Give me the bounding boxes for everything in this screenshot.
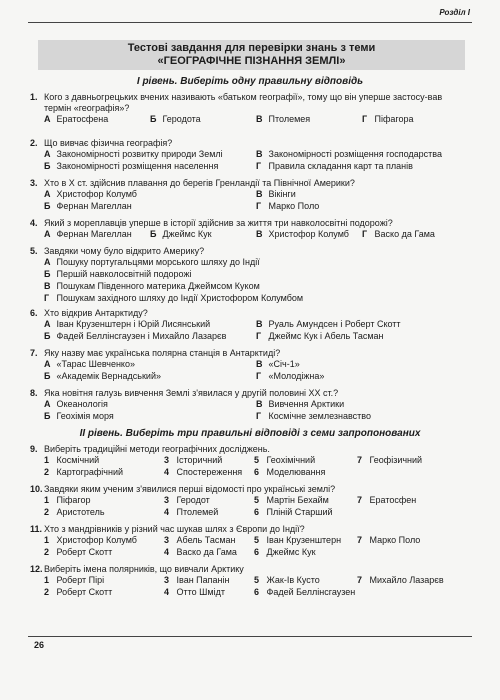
question-text: Кого з давньогрецьких вчених називають «батьком географії», тому що він уперше застосу-вав термін «географія»?	[44, 92, 443, 114]
question-9	[30, 444, 470, 479]
question-text: Що вивчає фізична географія?	[44, 138, 173, 148]
option-4: 4 Васко да Гама	[164, 547, 237, 558]
title-banner	[38, 40, 465, 70]
answer-options	[44, 587, 470, 599]
option-c: В Вивчення Арктики	[256, 399, 345, 410]
option-d: Г Піфагора	[362, 114, 414, 125]
question-number: 5.	[30, 246, 38, 256]
question-number: 12.	[30, 564, 43, 574]
answer-options	[44, 201, 470, 213]
question-3	[30, 178, 470, 213]
option-1: 1 Роберт Пірі	[44, 575, 105, 586]
option-3: 3 Абель Тасман	[164, 535, 236, 546]
question-text: Виберіть традиційні методи географічних досліджень.	[44, 444, 270, 454]
option-a: А Ератосфена	[44, 114, 109, 125]
option-2: 2 Аристотель	[44, 507, 105, 518]
option-b: Б Геродота	[150, 114, 201, 125]
answer-options	[44, 371, 470, 383]
title-line-1: Тестові завдання для перевірки знань з теми	[127, 42, 376, 54]
option-c: В «Січ-1»	[256, 359, 300, 370]
option-a: А Іван Крузенштерн і Юрій Лисянський	[44, 319, 211, 330]
option-5: 5 Жак-Ів Кусто	[254, 575, 320, 586]
question-text: Хто в X ст. здійснив плавання до берегів Гренландії та Північної Америки?	[44, 178, 355, 188]
title-line-2: «ГЕОГРАФІЧНЕ ПІЗНАННЯ ЗЕМЛІ»	[157, 55, 346, 67]
question-text: Хто відкрив Антарктиду?	[44, 308, 148, 318]
answer-options	[44, 149, 470, 161]
bottom-divider	[28, 636, 472, 637]
option-2: 2 Роберт Скотт	[44, 547, 113, 558]
answer-options	[44, 575, 470, 587]
option-1: 1 Христофор Колумб	[44, 535, 137, 546]
option-3: 3 Геродот	[164, 495, 210, 506]
question-text: Яку назву має українська полярна станція в Антарктиді?	[44, 348, 281, 358]
option-c: В Пошукам Південного материка Джеймсом Куком	[44, 281, 260, 292]
option-d: Г Космічне землезнавство	[256, 411, 371, 422]
option-5: 5 Мартін Бехайм	[254, 495, 329, 506]
answer-options	[44, 495, 470, 507]
option-a: А Фернан Магеллан	[44, 229, 132, 240]
option-6: 6 Моделювання	[254, 467, 326, 478]
option-d: Г Марко Поло	[256, 201, 320, 212]
question-6	[30, 308, 470, 343]
option-d: Г Пошукам західного шляху до Індії Христофором Колумбом	[44, 293, 304, 304]
answer-options	[44, 229, 470, 241]
option-b: Б «Академік Вернадський»	[44, 371, 161, 382]
option-5: 5 Геохімічний	[254, 455, 316, 466]
question-text: Який з мореплавців уперше в історії здійснив за життя три навколосвітні подорожі?	[44, 218, 393, 228]
option-b: Б Фадей Беллінсгаузен і Михайло Лазарєв	[44, 331, 227, 342]
option-4: 4 Отто Шмідт	[164, 587, 225, 598]
answer-options	[44, 467, 470, 479]
option-1: 1 Космічний	[44, 455, 100, 466]
option-a: А Пошуку португальцями морського шляху до Індії	[44, 257, 260, 268]
top-divider	[28, 22, 472, 23]
answer-options	[44, 455, 470, 467]
option-c: В Христофор Колумб	[256, 229, 349, 240]
question-11	[30, 524, 470, 559]
question-number: 9.	[30, 444, 38, 454]
question-number: 11.	[30, 524, 43, 534]
question-1	[30, 92, 470, 126]
option-2: 2 Роберт Скотт	[44, 587, 113, 598]
option-a: А Христофор Колумб	[44, 189, 137, 200]
option-a: А Океанологія	[44, 399, 108, 410]
option-1: 1 Піфагор	[44, 495, 91, 506]
option-6: 6 Фадей Беллінсгаузен	[254, 587, 356, 598]
option-7: 7 Геофізичний	[357, 455, 423, 466]
answer-options	[44, 331, 470, 343]
option-4: 4 Птолемей	[164, 507, 219, 518]
answer-options	[44, 507, 470, 519]
option-d: Г Правила складання карт та планів	[256, 161, 413, 172]
level-2-heading: ІІ рівень. Виберіть три правильні відповіді з семи запропонованих	[79, 428, 421, 439]
answer-options	[44, 257, 470, 269]
question-text: Хто з мандрівників у різний час шукав шлях з Європи до Індії?	[44, 524, 305, 534]
option-5: 5 Іван Крузенштерн	[254, 535, 342, 546]
question-number: 6.	[30, 308, 38, 318]
option-c: В Вікінги	[256, 189, 296, 200]
answer-options	[44, 359, 470, 371]
question-number: 3.	[30, 178, 38, 188]
option-6: 6 Джеймс Кук	[254, 547, 316, 558]
option-7: 7 Марко Поло	[357, 535, 421, 546]
question-7	[30, 348, 470, 383]
question-text: Завдяки чому було відкрито Америку?	[44, 246, 205, 256]
question-8	[30, 388, 470, 423]
question-number: 1.	[30, 92, 38, 102]
answer-options	[44, 319, 470, 331]
option-3: 3 Історичний	[164, 455, 223, 466]
option-b: Б Геохімія моря	[44, 411, 114, 422]
question-number: 8.	[30, 388, 38, 398]
option-b: Б Закономірності розміщення населення	[44, 161, 219, 172]
question-number: 4.	[30, 218, 38, 228]
question-number: 7.	[30, 348, 38, 358]
question-5	[30, 246, 470, 305]
option-d: Г Васко да Гама	[362, 229, 435, 240]
level-1-heading: І рівень. Виберіть одну правильну відповідь	[136, 76, 364, 87]
option-2: 2 Картографічний	[44, 467, 124, 478]
answer-options	[44, 399, 470, 411]
question-text: Завдяки яким ученим з'явилися перші відомості про українські землі?	[44, 484, 336, 494]
answer-options	[44, 535, 470, 547]
option-7: 7 Ератосфен	[357, 495, 417, 506]
answer-options	[44, 269, 470, 281]
option-a: А «Тарас Шевченко»	[44, 359, 135, 370]
option-b: Б Джеймс Кук	[150, 229, 212, 240]
answer-options	[44, 547, 470, 559]
option-b: Б Фернан Магеллан	[44, 201, 132, 212]
answer-options	[44, 411, 470, 423]
option-3: 3 Іван Папанін	[164, 575, 230, 586]
option-7: 7 Михайло Лазарєв	[357, 575, 444, 586]
option-c: В Руаль Амундсен і Роберт Скотт	[256, 319, 401, 330]
option-b: Б Першій навколосвітній подорожі	[44, 269, 192, 280]
answer-options	[44, 161, 470, 173]
option-d: Г «Молодіжна»	[256, 371, 325, 382]
option-6: 6 Пліній Старший	[254, 507, 333, 518]
answer-options	[44, 189, 470, 201]
question-number: 10.	[30, 484, 43, 494]
question-text: Яка новітня галузь вивчення Землі з'явилася у другій половині XX ст.?	[44, 388, 339, 398]
question-number: 2.	[30, 138, 38, 148]
option-c: В Закономірності розміщення господарства	[256, 149, 442, 160]
question-2	[30, 138, 470, 173]
option-4: 4 Спостереження	[164, 467, 243, 478]
question-10	[30, 484, 470, 519]
answer-options	[44, 293, 470, 305]
question-4	[30, 218, 470, 241]
question-12	[30, 564, 470, 599]
question-text: Виберіть імена полярників, що вивчали Арктику	[44, 564, 244, 574]
section-label: Розділ I	[439, 8, 470, 17]
option-d: Г Джеймс Кук і Абель Тасман	[256, 331, 384, 342]
page-number: 26	[34, 640, 45, 650]
option-a: А Закономірності розвитку природи Землі	[44, 149, 223, 160]
answer-options	[44, 114, 470, 126]
answer-options	[44, 281, 470, 293]
option-c: В Птолемея	[256, 114, 311, 125]
